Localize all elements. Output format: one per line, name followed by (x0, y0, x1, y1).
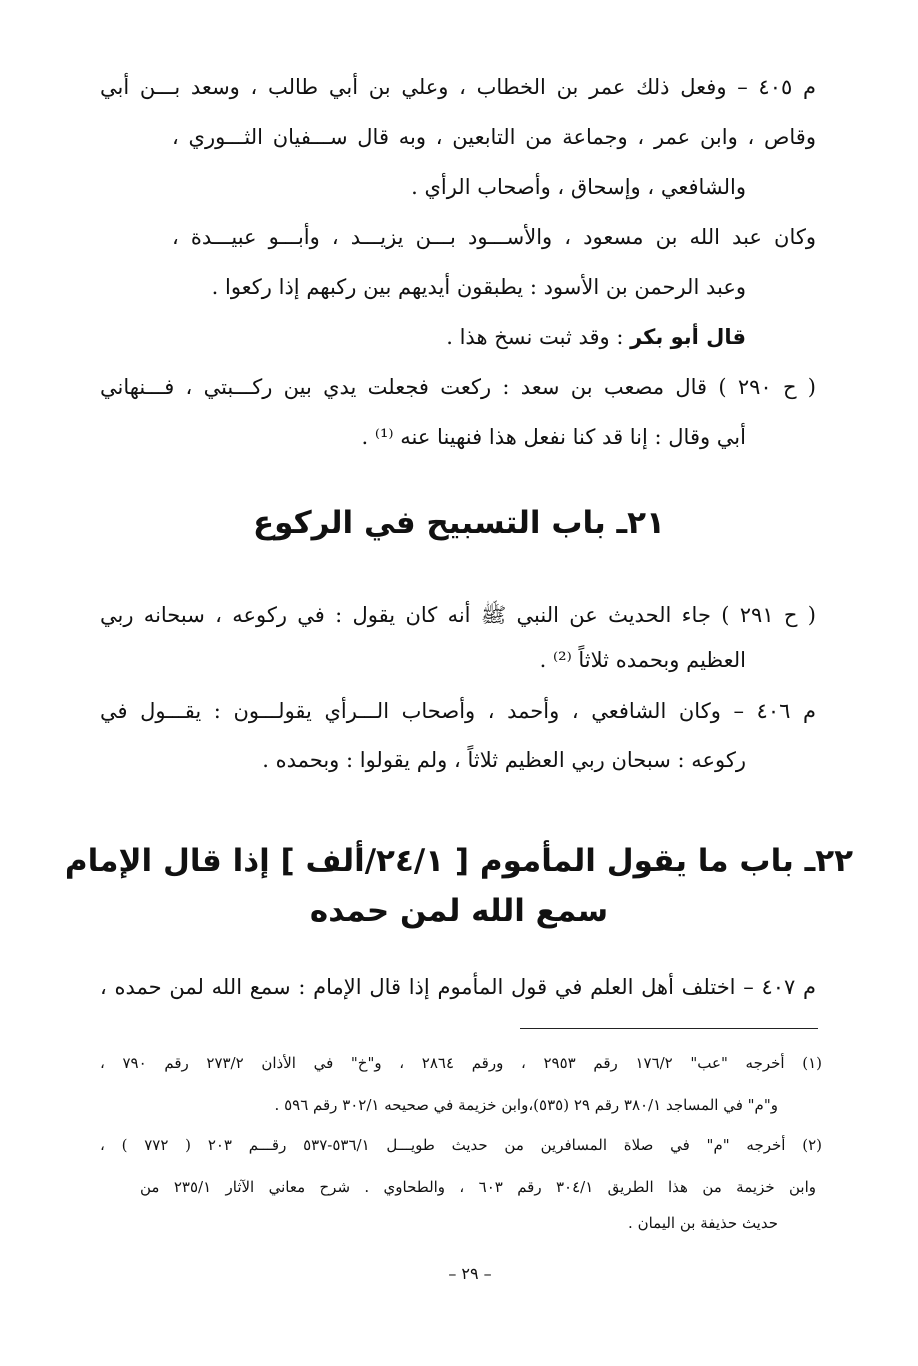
abu-bakr-label: قال أبو بكر (630, 325, 746, 349)
m406-line-1: م ٤٠٦ – وكان الشافعي ، وأحمد ، وأصحاب الـــرأي يقولـــون : يقـــول في (100, 699, 816, 723)
m405-line-2: وقاص ، وابن عمر ، وجماعة من التابعين ، وبه قال ســـفيان الثـــوري ، (172, 125, 816, 149)
m405-line-3: والشافعي ، وإسحاق ، وأصحاب الرأي . (411, 175, 746, 199)
h291-line-2: العظيم وبحمده ثلاثاً ⁽²⁾ . (539, 648, 746, 672)
footnote-1-line-2: و"م" في المساجد ٣٨٠/١ رقم ٢٩ (٥٣٥)،وابن خزيمة في صحيحه ٣٠٢/١ رقم ٥٩٦ . (274, 1096, 778, 1114)
m405-line-1: م ٤٠٥ – وفعل ذلك عمر بن الخطاب ، وعلي بن أبي طالب ، وسعد بـــن أبي (100, 75, 816, 99)
footnote-2-line-2: وابن خزيمة من هذا الطريق ٣٠٤/١ رقم ٦٠٣ ، والطحاوي . شرح معاني الآثار ٢٣٥/١ من (140, 1178, 816, 1196)
footnote-rule (520, 1028, 818, 1029)
footnote-1-line-1: (١) أخرجه "عب" ١٧٦/٢ رقم ٢٩٥٣ ، ورقم ٢٨٦٤ ، و"خ" في الأذان ٢٧٣/٢ رقم ٧٩٠ ، (100, 1054, 822, 1072)
m405-line-6 (446, 322, 746, 352)
m407-line-1: م ٤٠٧ – اختلف أهل العلم في قول المأموم إذا قال الإمام : سمع الله لمن حمده ، (100, 975, 816, 999)
page-number: – ٢٩ – (448, 1264, 492, 1283)
footnote-2-line-3: حديث حذيفة بن اليمان . (628, 1214, 778, 1232)
h290-line-2: أبي وقال : إنا قد كنا نفعل هذا فنهينا عنه ⁽¹⁾ . (361, 425, 746, 449)
abu-bakr-text: : وقد ثبت نسخ هذا . (446, 325, 631, 349)
m406-line-2: ركوعه : سبحان ربي العظيم ثلاثاً ، ولم يقولوا : وبحمده . (262, 748, 746, 772)
h291-line-1: ( ح ٢٩١ ) جاء الحديث عن النبي ﷺ أنه كان يقول : في ركوعه ، سبحانه ربي (100, 603, 816, 627)
footnote-2-line-1: (٢) أخرجه "م" في صلاة المسافرين من حديث طويـــل ٥٣٦/١-٥٣٧ رقـــم ٢٠٣ ( ٧٧٢ ) ، (100, 1136, 822, 1154)
m405-line-5: وعبد الرحمن بن الأسود : يطبقون أيديهم بين ركبهم إذا ركعوا . (211, 275, 746, 299)
heading-21: ٢١ـ باب التسبيح في الركوع (252, 505, 665, 541)
heading-22-line-1: ٢٢ـ باب ما يقول المأموم [ ٢٤/١/ألف ] إذا قال الإمام (64, 843, 854, 879)
heading-22-line-2: سمع الله لمن حمده (309, 893, 609, 929)
m405-line-4: وكان عبد الله بن مسعود ، والأســـود بـــن يزيـــد ، وأبـــو عبيـــدة ، (172, 225, 816, 249)
h290-line-1: ( ح ٢٩٠ ) قال مصعب بن سعد : ركعت فجعلت يدي بين ركـــبتي ، فـــنهاني (100, 375, 816, 399)
